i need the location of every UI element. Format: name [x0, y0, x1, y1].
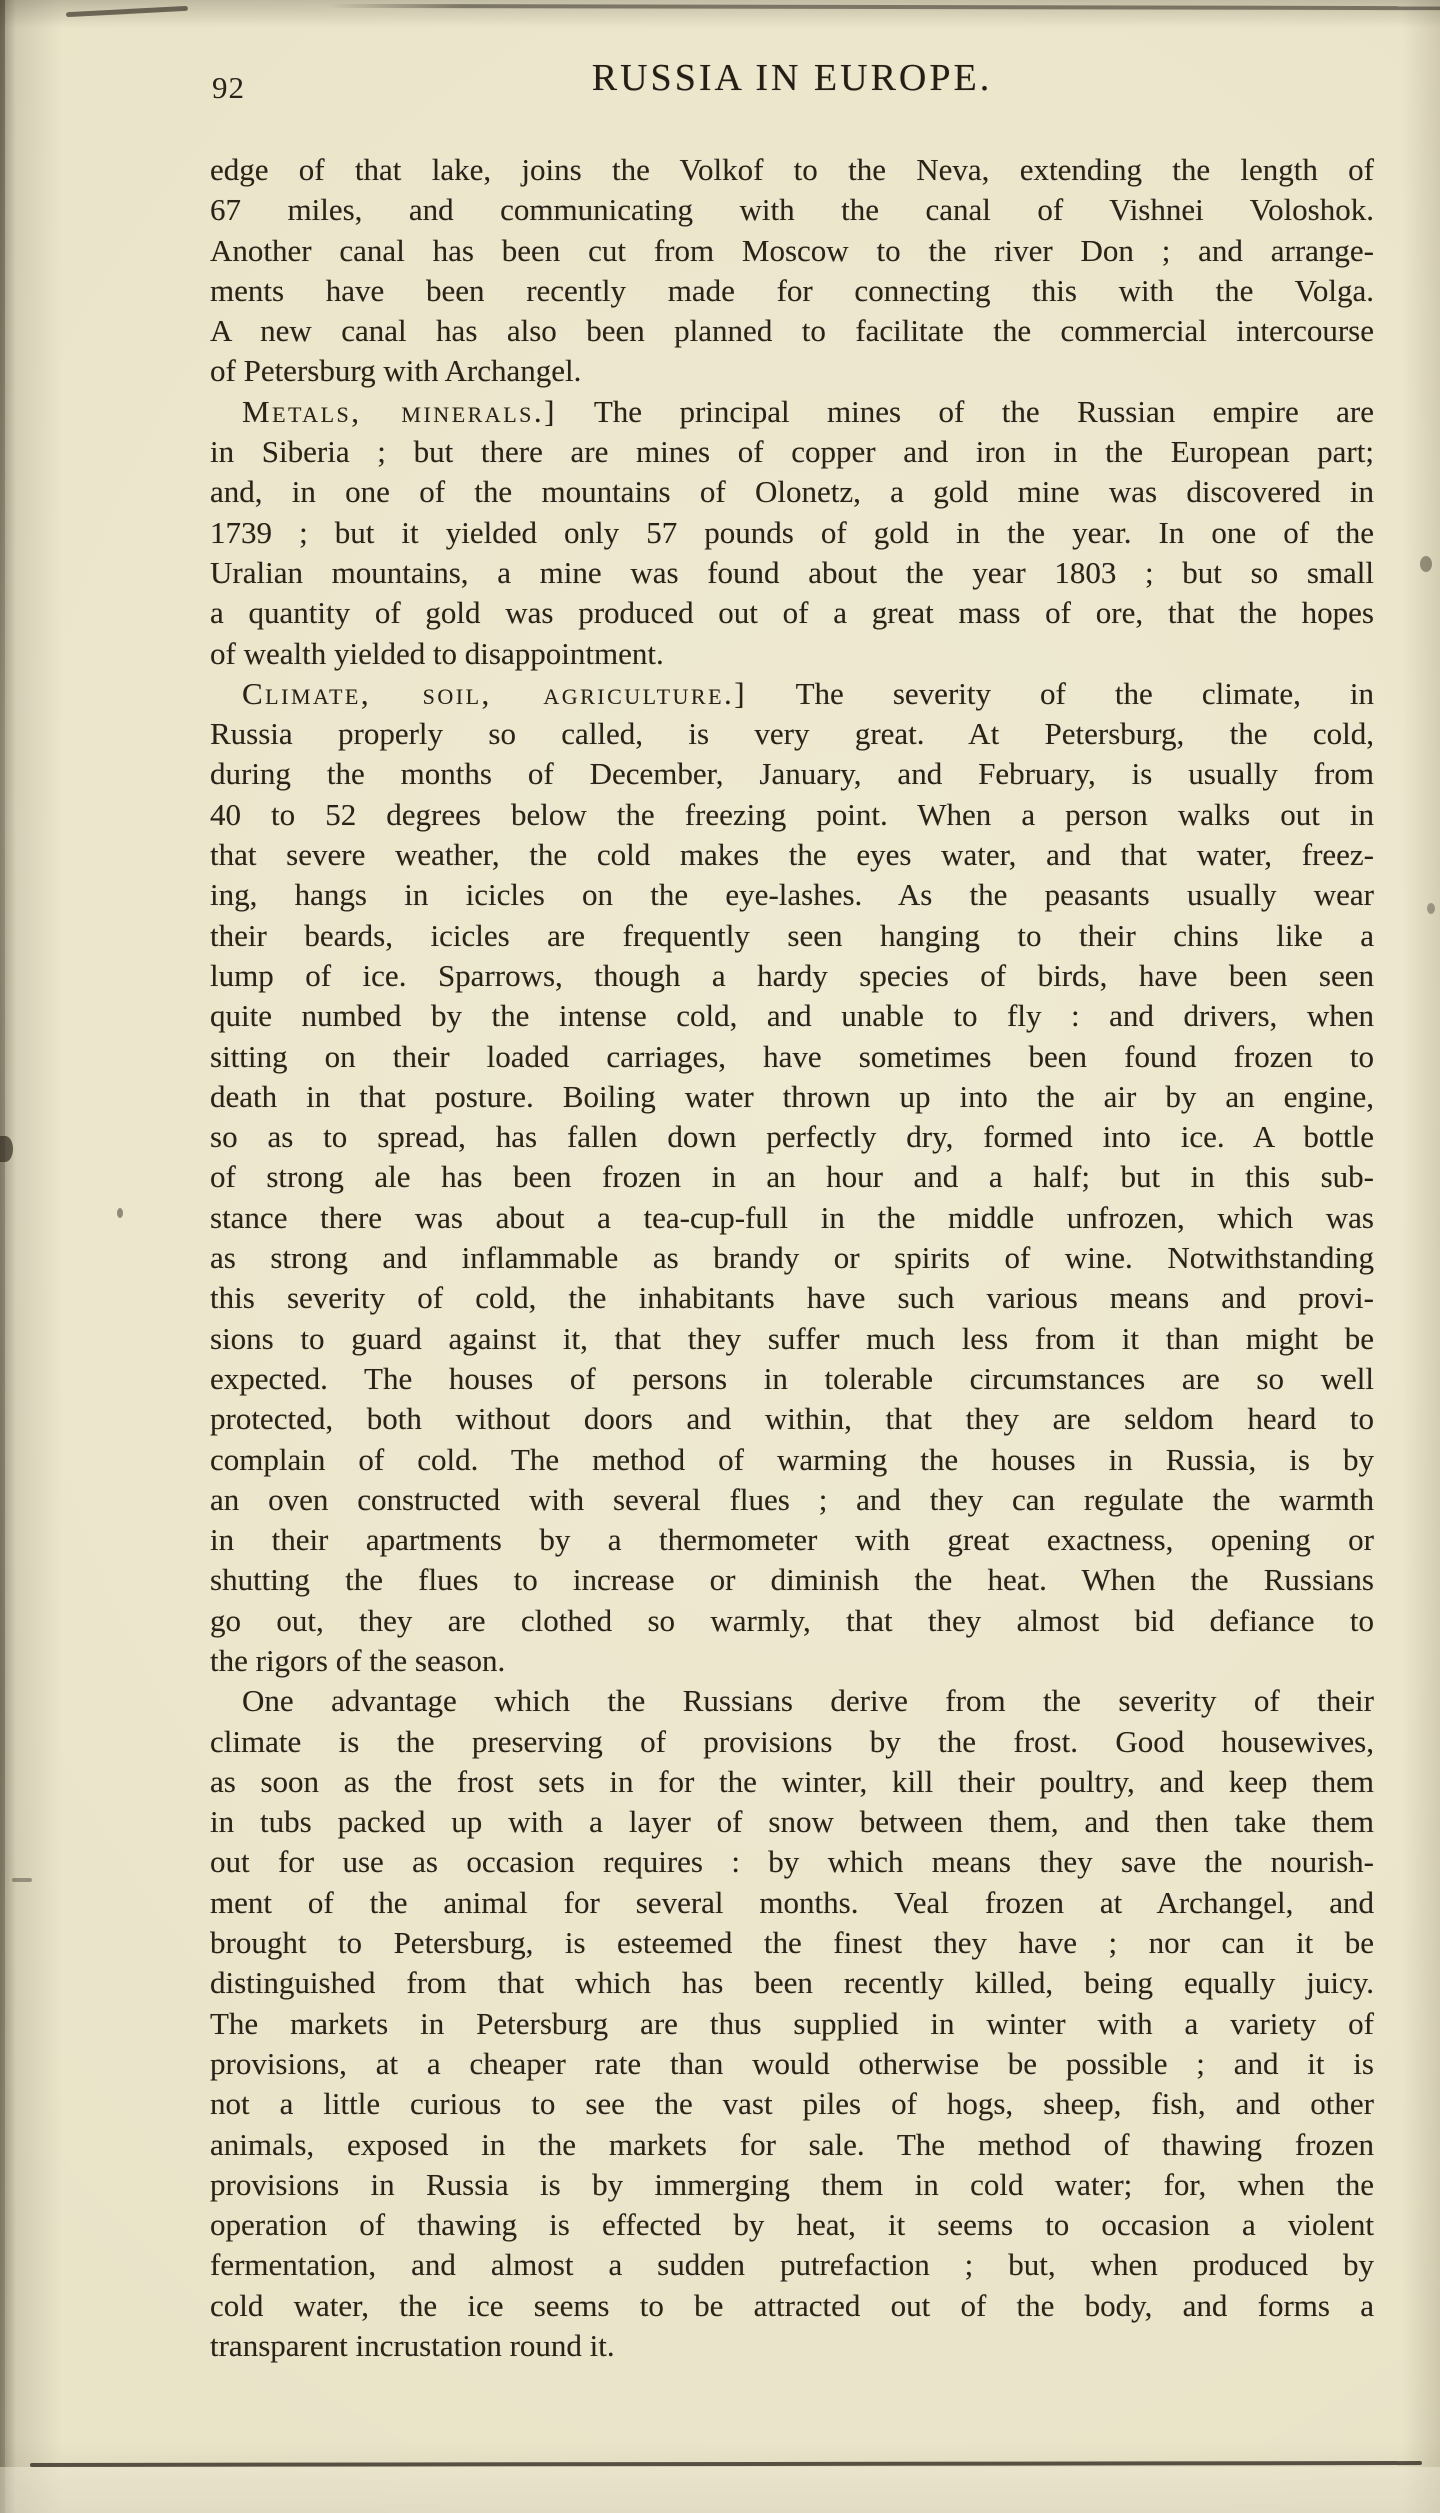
text-line: in Siberia ; but there are mines of copper and iron in the European part;: [210, 434, 1374, 470]
text-line: ments have been recently made for connecting this with the Volga.: [210, 272, 1374, 308]
text-line: out for use as occasion requires : by which means they save the nourish-: [210, 1844, 1374, 1880]
text-line: Climate, soil, agriculture.] The severity of the climate, in: [242, 675, 1375, 711]
text-line: expected. The houses of persons in tolerable circumstances are so well: [210, 1360, 1374, 1396]
text-line: cold water, the ice seems to be attracted out of the body, and forms a: [210, 2287, 1374, 2323]
text-line: transparent incrustation round it.: [210, 2328, 615, 2364]
text-line: 67 miles, and communicating with the canal of Vishnei Voloshok.: [210, 192, 1374, 228]
paragraph: [210, 392, 1374, 674]
text-line: this severity of cold, the inhabitants have such various means and provi-: [210, 1280, 1374, 1316]
paragraph: [210, 674, 1374, 1681]
text-line: death in that posture. Boiling water thrown up into the air by an engine,: [210, 1078, 1374, 1114]
scan-artifact-speck: [1420, 556, 1432, 572]
running-title: RUSSIA IN EUROPE.: [591, 57, 993, 99]
scan-artifact-speck: [117, 1208, 123, 1218]
scan-artifact-topleft-stroke: [66, 6, 188, 17]
text-line: Russia properly so called, is very great. At Petersburg, the cold,: [210, 716, 1374, 752]
scan-artifact-left-edge: [0, 0, 5, 2513]
text-line: Uralian mountains, a mine was found about the year 1803 ; but so small: [210, 554, 1374, 590]
scan-artifact-top-line: [330, 4, 1440, 10]
text-line: provisions in Russia is by immerging them in cold water; for, when the: [210, 2166, 1374, 2202]
scan-artifact-speck: [12, 1878, 32, 1882]
scan-artifact-below-edge: [0, 2467, 1440, 2513]
text-line: their beards, icicles are frequently seen hanging to their chins like a: [210, 917, 1374, 953]
text-block: [210, 150, 1374, 2366]
text-line: The markets in Petersburg are thus supplied in winter with a variety of: [210, 2005, 1374, 2041]
text-line: as strong and inflammable as brandy or spirits of wine. Notwithstanding: [210, 1240, 1374, 1276]
text-line: an oven constructed with several flues ; and they can regulate the warmth: [210, 1481, 1374, 1517]
text-line: climate is the preserving of provisions by the frost. Good housewives,: [210, 1723, 1374, 1759]
text-line: not a little curious to see the vast piles of hogs, sheep, fish, and other: [210, 2086, 1374, 2122]
text-line: provisions, at a cheaper rate than would otherwise be possible ; and it is: [210, 2045, 1374, 2081]
text-line: 1739 ; but it yielded only 57 pounds of gold in the year. In one of the: [210, 514, 1374, 550]
text-line: edge of that lake, joins the Volkof to the Neva, extending the length of: [210, 152, 1374, 187]
text-line: stance there was about a tea-cup-full in the middle unfrozen, which was: [210, 1199, 1374, 1235]
text-line: shutting the flues to increase or diminish the heat. When the Russians: [210, 1562, 1374, 1598]
text-line: One advantage which the Russians derive from the severity of their: [242, 1683, 1374, 1719]
paragraph: [210, 1681, 1374, 2366]
text-line: of wealth yielded to disappointment.: [210, 635, 664, 671]
text-line: Another canal has been cut from Moscow to the river Don ; and arrange-: [210, 232, 1374, 268]
scan-artifact-spine-mark: [0, 1136, 13, 1162]
text-line: that severe weather, the cold makes the eyes water, and that water, freez-: [210, 837, 1374, 873]
text-line: and, in one of the mountains of Olonetz, a gold mine was discovered in: [210, 474, 1374, 510]
scan-artifact-speck: [1427, 903, 1435, 914]
text-line: a quantity of gold was produced out of a great mass of ore, that the hopes: [210, 595, 1374, 631]
text-line: A new canal has also been planned to facilitate the commercial intercourse: [210, 313, 1374, 349]
paragraph: [210, 150, 1374, 392]
text-line: go out, they are clothed so warmly, that they almost bid defiance to: [210, 1602, 1374, 1638]
text-line: sitting on their loaded carriages, have sometimes been found frozen to: [210, 1038, 1374, 1074]
text-line: so as to spread, has fallen down perfectly dry, formed into ice. A bottle: [210, 1119, 1374, 1155]
smallcaps-heading: Metals, minerals.]: [242, 393, 557, 429]
text-line: of Petersburg with Archangel.: [210, 353, 582, 389]
text-line: sions to guard against it, that they suffer much less from it than might be: [210, 1320, 1374, 1356]
text-line: Metals, minerals.] The principal mines of the Russian empire are: [242, 393, 1375, 429]
text-line: animals, exposed in the markets for sale. The method of thawing frozen: [210, 2126, 1374, 2162]
text-line: ment of the animal for several months. Veal frozen at Archangel, and: [210, 1884, 1374, 1920]
page-header: [210, 56, 1374, 120]
text-line: lump of ice. Sparrows, though a hardy species of birds, have been seen: [210, 957, 1374, 993]
text-line: ing, hangs in icicles on the eye-lashes. As the peasants usually wear: [210, 877, 1374, 913]
text-line: in tubs packed up with a layer of snow between them, and then take them: [210, 1804, 1374, 1840]
text-line: operation of thawing is effected by heat, it seems to occasion a violent: [210, 2207, 1374, 2243]
text-line: complain of cold. The method of warming the houses in Russia, is by: [210, 1441, 1374, 1477]
text-line: of strong ale has been frozen in an hour and a half; but in this sub-: [210, 1159, 1374, 1195]
text-line: as soon as the frost sets in for the winter, kill their poultry, and keep them: [210, 1763, 1374, 1799]
text-line: the rigors of the season.: [210, 1642, 506, 1678]
text-line: fermentation, and almost a sudden putrefaction ; but, when produced by: [210, 2247, 1374, 2283]
text-line: in their apartments by a thermometer with great exactness, opening or: [210, 1522, 1374, 1558]
text-line: quite numbed by the intense cold, and unable to fly : and drivers, when: [210, 998, 1374, 1034]
text-line: during the months of December, January, and February, is usually from: [210, 756, 1374, 792]
page-number: 92: [212, 70, 245, 105]
text-line: protected, both without doors and within, that they are seldom heard to: [210, 1401, 1374, 1437]
text-line: distinguished from that which has been recently killed, being equally juicy.: [210, 1965, 1374, 2001]
smallcaps-heading: Climate, soil, agriculture.]: [242, 675, 748, 711]
text-line: 40 to 52 degrees below the freezing point. When a person walks out in: [210, 796, 1374, 832]
text-line: brought to Petersburg, is esteemed the finest they have ; nor can it be: [210, 1925, 1374, 1961]
